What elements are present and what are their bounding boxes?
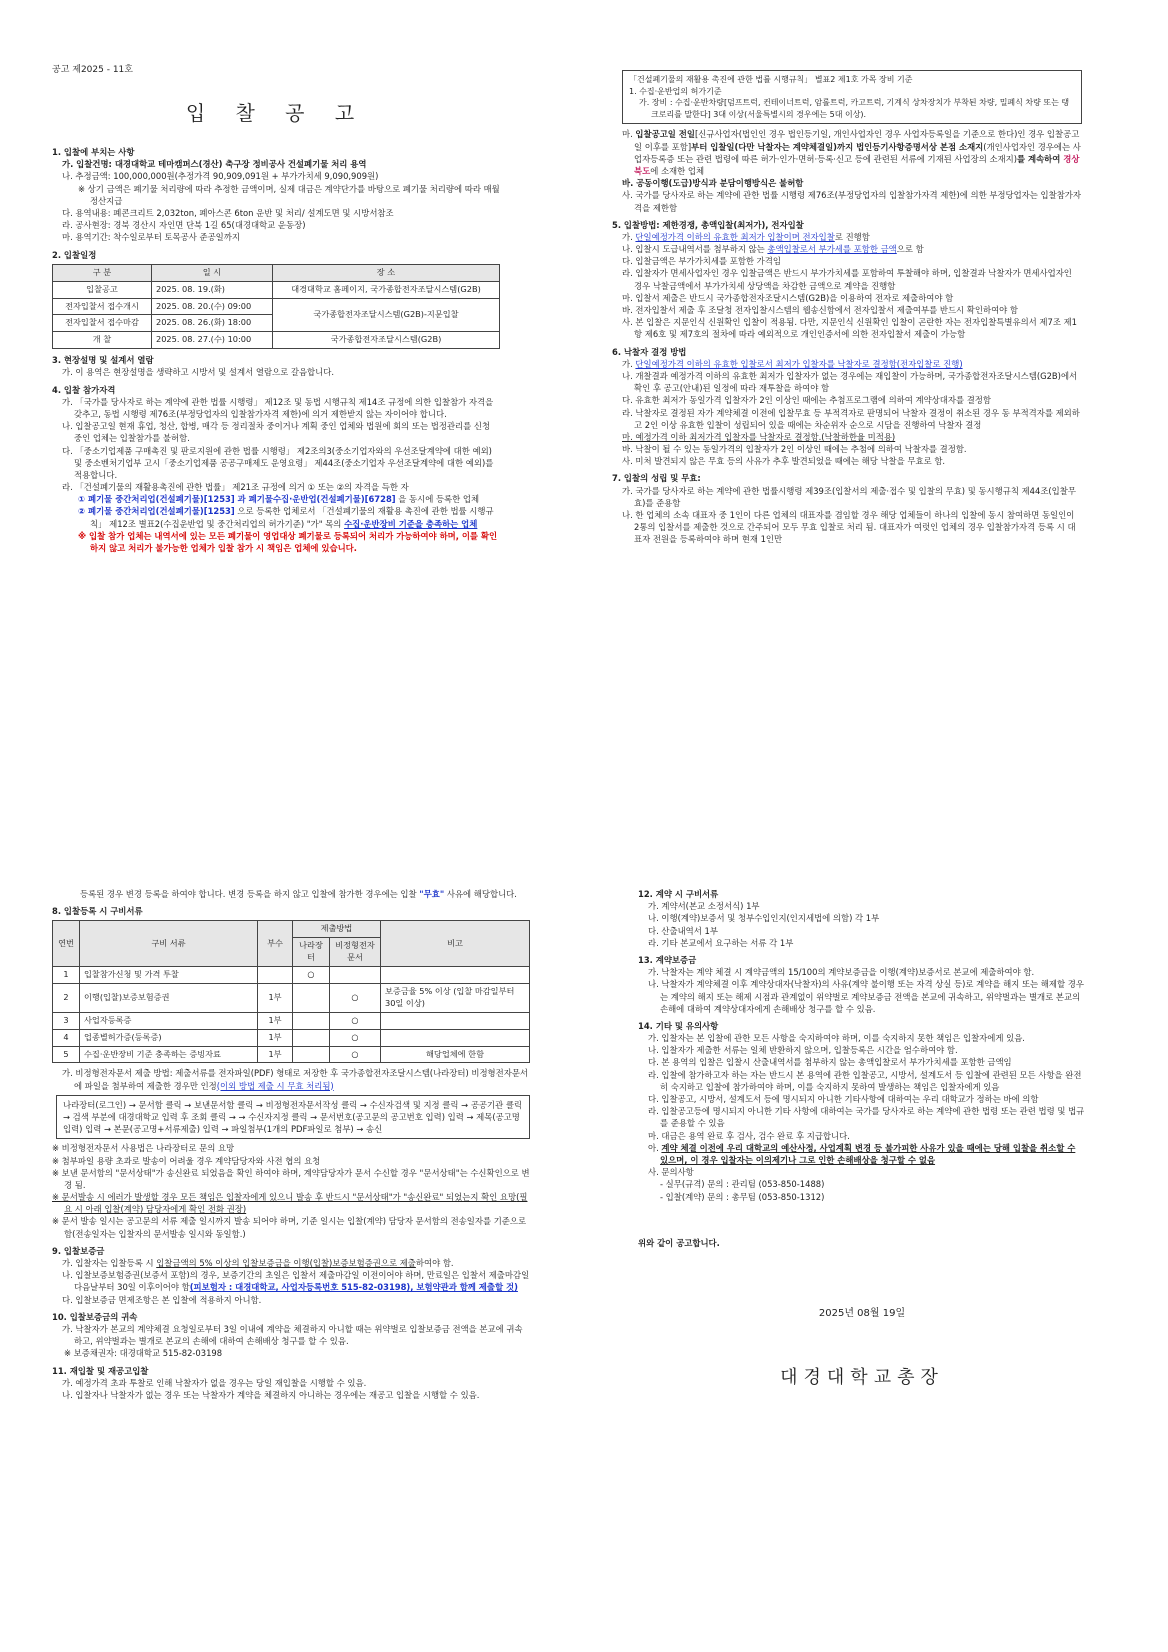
section11-heading: 11. 재입찰 및 재공고입찰 bbox=[52, 1365, 149, 1376]
docs-cell: 수집·운반장비 기준 충족하는 증빙자료 bbox=[80, 1046, 258, 1063]
section2-heading: 2. 입찰일정 bbox=[52, 249, 97, 260]
s6-a-label: 가. bbox=[622, 358, 636, 369]
docs-cell: ○ bbox=[293, 967, 330, 984]
s13-item-b: 나. 낙찰자가 계약체결 이후 계약상대자(낙찰자)의 사유(계약 불이행 또는 자격 상실 등)로 계약을 해지 또는 해제할 경우는 계약의 해지 또는 해제 시점과 관계없이 위약벌로 계약보증금 전액을 본교에 귀속하고, 위약벌과는 별개로 본교의 손해에 대하여 계약상대자에게 손해배상 청구를 할 수 있음. bbox=[648, 979, 1084, 1014]
docs-cell bbox=[293, 1046, 330, 1063]
s4-item-ma bbox=[622, 128, 1082, 177]
closing-statement: 위와 같이 공고합니다. bbox=[638, 1237, 720, 1248]
docs-cell bbox=[293, 983, 330, 1012]
schedule-cell: 2025. 08. 26.(화) 18:00 bbox=[152, 315, 273, 332]
s14-item-a: 가. 입찰자는 본 입찰에 관한 모든 사항을 숙지하여야 하며, 이를 숙지하지 못한 책임은 입찰자에게 있음. bbox=[648, 1033, 1025, 1044]
s4-ma-text3: 에 소재한 업체 bbox=[650, 165, 705, 176]
page2-right-column bbox=[612, 70, 1082, 546]
section9-heading: 9. 입찰보증금 bbox=[52, 1245, 105, 1256]
s4-warning: ※ 입찰 참가 업체는 내역서에 있는 모든 폐기물이 영업대상 폐기물로 등록되어 처리가 가능하여야 하며, 이를 확인하지 않고 처리가 불가능한 업체가 입찰 참가 시 책임은 업체에 있습니다. bbox=[78, 530, 498, 553]
schedule-cell: 국가종합전자조달시스템(G2B) bbox=[273, 332, 500, 349]
section14-heading: 14. 기타 및 유의사항 bbox=[638, 1020, 719, 1031]
s4-item-a: 가. 「국가를 당사자로 하는 계약에 관한 법률 시행령」 제12조 및 동법 시행규칙 제14조 규정에 의한 입찰참가 자격을 갖추고, 동법 시행령 제76조(부정당업자의 입찰참가자격 제한)에 의거 제한받지 않는 자이어야 합니다. bbox=[62, 396, 494, 419]
s4-ma-bold3: 를 계속하여 bbox=[1017, 153, 1064, 164]
docs-header-no: 연번 bbox=[53, 921, 80, 967]
contact-spec: - 실무(규격) 문의 : 관리팀 (053-850-1488) bbox=[660, 1179, 825, 1190]
s4-qual-2 bbox=[78, 505, 500, 529]
s4-qual-1-rest: 을 동시에 등록한 업체 bbox=[395, 494, 480, 505]
s12-item-a: 가. 계약서(본교 소정서식) 1부 bbox=[648, 901, 760, 912]
s6-a-emph: 단일예정가격 이하의 유효한 입찰로서 최저가 입찰자를 낙찰자로 결정함(전자입찰로 진행) bbox=[635, 358, 963, 369]
page1-left-column bbox=[52, 64, 500, 554]
contact-bid: - 입찰(계약) 문의 : 총무팀 (053-850-1312) bbox=[660, 1191, 825, 1202]
s9-a-label: 가. 입찰자는 입찰등록 시 bbox=[62, 1258, 157, 1269]
schedule-cell: 2025. 08. 19.(화) bbox=[152, 281, 273, 298]
box-line-2: 1. 수집·운반업의 허가기준 bbox=[629, 86, 722, 96]
s5-item-e: 마. 입찰서 제출은 반드시 국가종합전자조달시스템(G2B)을 이용하여 전자로 제출하여야 함 bbox=[622, 292, 954, 303]
s11-item-a: 가. 예정가격 초과 투찰로 인해 낙찰자가 없을 경우는 당일 재입찰을 시행할 수 있음. bbox=[62, 1377, 367, 1388]
s10-item-a: 가. 낙찰자가 본교의 계약체결 요청일로부터 3일 이내에 계약을 체결하지 아니할 때는 위약벌로 입찰보증금 전액을 본교에 귀속하고, 위약벌과는 별개로 본교의 손해에 대하여 손해배상 청구를 할 수 있음. bbox=[62, 1323, 523, 1347]
s5-b-emph: 총액입찰로서 부가세를 포함한 금액 bbox=[767, 244, 897, 255]
s14-item-c: 다. 본 용역의 입찰은 입찰시 산출내역서를 첨부하지 않는 총액입찰로서 부가가치세를 포함한 금액임 bbox=[648, 1057, 1012, 1068]
submission-steps: 나라장터(로그인) → 문서함 클릭 → 보낸문서함 클릭 → 비정형전자문서작성 클릭 → 수신자검색 및 지정 클릭 → 공공기관 클릭 → 검색 부분에 대경대학교 입력 후 조회 클릭 → → 수신자지정 클릭 → 문서번호(공고문의 공고번호 입력) 입력 → 제목(공고명 입력) 입력 → 본문(공고명+서류제출) 입력 → 파일첨부(1개의 PDF파일로 첨부) → 송신 bbox=[63, 1099, 523, 1135]
box-line-3: 가. 장비 : 수집·운반차량[덤프트럭, 컨테이너트럭, 암롤트럭, 카고트럭, 기계식 상차장치가 부착된 차량, 밀폐식 차량 또는 탱크로리를 말한다] 3대 이상(서울특별시의 경우에는 5대 이상). bbox=[639, 98, 1070, 119]
docs-cell: 3 bbox=[53, 1012, 80, 1029]
s7-continued bbox=[80, 888, 530, 900]
schedule-cell: 개 찰 bbox=[53, 332, 152, 349]
s4-item-ba: 바. 공동이행(도급)방식과 분담이행방식은 불허함 bbox=[622, 178, 804, 189]
s14-item-h bbox=[648, 1142, 1086, 1166]
s7-cont-rest: 사유에 해당합니다. bbox=[444, 889, 517, 899]
s5-item-c: 다. 입찰금액은 부가가치세를 포함한 가격임 bbox=[622, 256, 781, 267]
s5-b-label: 나. 입찰시 도급내역서를 첨부하지 않는 bbox=[622, 244, 768, 255]
s6-item-b: 나. 개찰결과 예정가격 이하의 유효한 최저가 입찰자가 없는 경우에는 재입찰이 가능하며, 국가종합전자조달시스템(G2B)에서 확인 후 공고(안내)된 일정에 따라 재투찰을 하여야 함 bbox=[622, 370, 1078, 394]
page3-left-column bbox=[52, 888, 530, 1401]
section4-heading: 4. 입찰 참가자격 bbox=[52, 384, 116, 395]
docs-cell: ○ bbox=[330, 983, 381, 1012]
s5-item-g: 사. 본 입찰은 지문인식 신원확인 입찰이 적용됨. 다만, 지문인식 신원확인 입찰이 곤란한 자는 전자입찰특별유의서 제7조 제1항 제6호 및 제7호의 절차에 따라 예외적으로 개인인증서에 의한 전자입찰서 제출이 가능함 bbox=[622, 317, 1077, 340]
signer-title: 대경대학교총장 bbox=[780, 1367, 944, 1389]
s8-a-text: 가. 비정형전자문서 제출 방법: 제출서류를 전자파일(PDF) 형태로 저장한 후 국가종합전자조달시스템(나라장터) 비정형전자문서에 파일을 첨부하여 제출한 경우만 인정 bbox=[62, 1068, 529, 1091]
s8-note-4 bbox=[52, 1191, 530, 1215]
s5-a-rest: 로 진행함 bbox=[834, 231, 870, 242]
s8-item-a bbox=[62, 1067, 530, 1091]
s14-item-g: 마. 대금은 용역 완료 후 검사, 검수 완료 후 지급합니다. bbox=[648, 1130, 850, 1141]
s9-a-emph: 입찰금액의 5% 이상의 입찰보증금을 이행(입찰)보증보험증권으로 제출 bbox=[156, 1258, 416, 1269]
docs-cell bbox=[293, 1029, 330, 1046]
docs-cell: 해당업체에 한함 bbox=[381, 1046, 530, 1063]
schedule-cell: 2025. 08. 20.(수) 09:00 bbox=[152, 298, 273, 315]
s9-item-b bbox=[62, 1269, 530, 1293]
docs-cell bbox=[381, 1029, 530, 1046]
s14-item-f: 라. 입찰공고등에 명시되지 아니한 기타 사항에 대하여는 국가를 당사자로 하는 계약에 관한 법령 또는 관련 법령 및 법규를 준용할 수 있음 bbox=[648, 1106, 1085, 1129]
s10-note: ※ 보증채권자: 대경대학교 515-82-03198 bbox=[64, 1348, 223, 1359]
section13-heading: 13. 계약보증금 bbox=[638, 954, 697, 965]
s14-item-i: 사. 문의사항 bbox=[648, 1167, 694, 1178]
s4-ma-label: 마. bbox=[622, 129, 636, 140]
s3-item-a: 가. 이 용역은 현장설명을 생략하고 시방서 및 설계서 열람으로 갈음합니다. bbox=[62, 367, 334, 378]
documents-table bbox=[52, 920, 530, 1063]
doc-number: 공고 제2025 - 11호 bbox=[52, 65, 133, 75]
section3-heading: 3. 현장설명 및 설계서 열람 bbox=[52, 355, 154, 366]
s9-b-emph: (피보험자 : 대경대학교, 사업자등록번호 515-82-03198), 보험약관과 함께 제출할 것) bbox=[189, 1282, 518, 1293]
s4-qual-1-strong: ① 폐기물 중간처리업(건설폐기물)[1253] 과 폐기물수집·운반업(건설폐기물)[6728] bbox=[78, 494, 396, 505]
s1-item-e: 마. 용역기간: 착수일로부터 토목공사 준공일까지 bbox=[62, 232, 240, 243]
section12-heading: 12. 계약 시 구비서류 bbox=[638, 889, 719, 899]
equipment-criteria-box bbox=[622, 70, 1082, 124]
s1-item-c: 다. 용역내용: 폐콘크리트 2,032ton, 폐아스콘 6ton 운반 및 처리/ 설계도면 및 시방서참조 bbox=[62, 207, 394, 218]
docs-cell: 2 bbox=[53, 983, 80, 1012]
docs-cell: ○ bbox=[330, 1029, 381, 1046]
s6-item-c: 다. 유효한 최저가 동일가격 입찰자가 2인 이상인 때에는 추첨프로그램에 의하여 계약상대자를 결정함 bbox=[622, 395, 991, 406]
s4-qual-2-criteria: 수집·운반장비 기준을 충족하는 업체 bbox=[344, 518, 478, 529]
docs-cell: 1부 bbox=[258, 1046, 293, 1063]
s14-item-d: 라. 입찰에 참가하고자 하는 자는 반드시 본 용역에 관한 입찰공고, 시방서, 설계도서 등 입찰에 관련된 모든 사항을 완전히 숙지하고 입찰에 참가하여야 하며, 이를 숙지하지 못하여 발생하는 책임은 입찰자에게 있음 bbox=[648, 1069, 1082, 1092]
s7-cont-text: 등록된 경우 변경 등록을 하여야 합니다. 변경 등록을 하지 않고 입찰에 참가한 경우에는 입찰 bbox=[80, 889, 420, 899]
s8-note-2: ※ 첨부파일 용량 초과로 발송이 어려울 경우 계약담당자와 사전 협의 요청 bbox=[52, 1155, 321, 1166]
schedule-cell: 대경대학교 홈페이지, 국가종합전자조달시스템(G2B) bbox=[273, 281, 500, 298]
s6-item-g: 사. 미처 발견되지 않은 무효 등의 사유가 추후 발견되었을 때에는 해당 낙찰을 무효로 함. bbox=[622, 456, 946, 467]
schedule-cell: 국가종합전자조달시스템(G2B)-지문입찰 bbox=[273, 298, 500, 332]
s5-item-a bbox=[622, 231, 1082, 243]
s14-item-b: 나. 입찰자가 제출한 서류는 일체 반환하지 않으며, 입찰등록은 시간을 엄수하여야 함. bbox=[648, 1045, 958, 1056]
docs-header-g2b: 나라장터 bbox=[293, 938, 330, 967]
docs-cell bbox=[330, 967, 381, 984]
submission-steps-box bbox=[56, 1095, 530, 1140]
schedule-header: 장 소 bbox=[273, 264, 500, 281]
s5-b-rest: 으로 함 bbox=[896, 244, 924, 255]
s6-item-e: 마. 예정가격 이하 최저가격 입찰자를 낙찰자로 결정함.(낙찰하한율 미적용) bbox=[622, 431, 896, 442]
s8-a-emph: (이외 방법 제출 시 무효 처리됨) bbox=[216, 1080, 334, 1091]
s4-ma-text1: [신규사업자(법인인 경우 법인등기일, 개인사업자인 경우 사업자등록일을 기준으로 한다)인 경우 입찰공고일 이후를 포함] bbox=[634, 129, 1080, 152]
schedule-cell: 전자입찰서 접수개시 bbox=[53, 298, 152, 315]
s4-qual-1 bbox=[78, 493, 500, 505]
section10-heading: 10. 입찰보증금의 귀속 bbox=[52, 1311, 138, 1322]
docs-cell: 1 bbox=[53, 967, 80, 984]
docs-header-method: 제출방법 bbox=[293, 921, 381, 938]
s1-item-a: 가. 입찰건명: 대경대학교 테마캠퍼스(경산) 축구장 정비공사 건설폐기물 처리 용역 bbox=[62, 159, 367, 170]
box-line-1: 「건설폐기물의 재활용 촉진에 관한 법률 시행규칙」 별표2 제1호 가목 장비 기준 bbox=[629, 75, 913, 84]
s14-item-e: 다. 입찰공고, 시방서, 설계도서 등에 명시되지 아니한 기타사항에 대하여는 우리 대학교가 정하는 바에 의함 bbox=[648, 1094, 1039, 1104]
s8-n4-text: ※ 문서발송 시 에러가 발생할 경우 모든 책임은 입찰자에게 있으니 발송 후 반드시 "문서상태"가 "송신완료" 되었는지 확인 요망 bbox=[52, 1192, 517, 1203]
s4-item-b: 나. 입찰공고일 현재 휴업, 청산, 합병, 매각 등 정리절차 중이거나 계획 중인 업체와 법원에 회의 또는 법정관리를 신청 중인 업체는 입찰참가를 불허함. bbox=[62, 421, 491, 444]
s4-item-c: 다. 「중소기업제품 구매촉진 및 판로지원에 관한 법률 시행령」 제2조의3(중소기업자와의 우선조달계약에 대한 예외) 및 중소벤처기업부 고시「중소기업제품 공공구매제도 운영요령」 제44조(중소기업자 우선조달계약에 대한 예외)를 적용합니다. bbox=[62, 445, 494, 480]
docs-cell: ○ bbox=[330, 1046, 381, 1063]
docs-cell: 4 bbox=[53, 1029, 80, 1046]
s11-item-b: 나. 입찰자나 낙찰자가 없는 경우 또는 낙찰자가 계약을 체결하지 아니하는 경우에는 재공고 입찰을 시행할 수 있음. bbox=[62, 1389, 480, 1400]
s14-h-label: 아. bbox=[648, 1142, 662, 1153]
section5-heading: 5. 입찰방법: 제한경쟁, 총액입찰(최저가), 전자입찰 bbox=[612, 219, 804, 230]
s14-h-emph: 계약 체결 이전에 우리 대학교의 예산사정, 사업계획 변경 등 불가피한 사유가 있을 때에는 당해 입찰을 취소할 수 있으며, 이 경우 입찰자는 이의제기나 그로 인한 손해배상을 청구할 수 없음 bbox=[660, 1142, 1076, 1165]
s5-a-emph: 단일예정가격 이하의 유효한 최저가 입찰이며 전자입찰 bbox=[635, 231, 835, 242]
s9-a-rest: 하여야 함. bbox=[415, 1258, 454, 1269]
schedule-cell: 2025. 08. 27.(수) 10:00 bbox=[152, 332, 273, 349]
docs-cell bbox=[258, 967, 293, 984]
s1-item-d: 라. 공사현장: 경북 경산시 자인면 단북 1길 65(대경대학교 운동장) bbox=[62, 220, 306, 231]
s8-note-5: ※ 문서 발송 일시는 공고문의 서류 제출 일시까지 발송 되어야 하며, 기준 일시는 입찰(계약) 담당자 문서함의 전송일자를 기준으로 함(전송일자는 입찰자의 문서발송 일시와 동일함.) bbox=[52, 1216, 527, 1239]
page4-right-column bbox=[638, 888, 1086, 1391]
s4-item-sa: 사. 국가를 당사자로 하는 계약에 관한 법률 시행령 제76조(부정당업자의 입찰참가자격 제한)에 의한 부정당업자는 입찰참가자격을 제한함 bbox=[622, 190, 1081, 213]
s6-item-a bbox=[622, 358, 1082, 370]
docs-cell: 이행(입찰)보증보험증권 bbox=[80, 983, 258, 1012]
s9-b-text: 나. 입찰보증보험증권(보증서 포함)의 경우, 보증기간의 초일은 입찰서 제출마감일 이전이어야 하며, 만료일은 입찰서 제출마감일 다음날부터 30일 이후이어야 함 bbox=[62, 1270, 530, 1293]
s12-item-d: 라. 기타 본교에서 요구하는 서류 각 1부 bbox=[648, 937, 794, 948]
s4-ma-bold2: 부터 입찰일(다만 낙찰자는 계약체결일)까지 법인등기사항증명서상 본점 소재지 bbox=[691, 141, 984, 152]
section1-heading: 1. 입찰에 부치는 사항 bbox=[52, 147, 135, 158]
s9-item-c: 다. 입찰보증금 면제조항은 본 입찰에 적용하지 아니함. bbox=[62, 1294, 262, 1305]
s6-item-f: 바. 낙찰이 될 수 있는 동일가격의 입찰자가 2인 이상인 때에는 추첨에 의하여 낙찰자를 결정함. bbox=[622, 444, 967, 455]
docs-cell: 업종별허가증(등록증) bbox=[80, 1029, 258, 1046]
s13-item-a: 가. 낙찰자는 계약 체결 시 계약금액의 15/100의 계약보증금을 이행(계약)보증서로 본교에 제출하여야 함. bbox=[648, 967, 1035, 978]
s12-item-c: 다. 산출내역서 1부 bbox=[648, 925, 718, 936]
docs-header-edoc: 비정형전자문서 bbox=[330, 938, 381, 967]
section7-heading: 7. 입찰의 성립 및 무효: bbox=[612, 473, 701, 484]
notice-date: 2025년 08월 19일 bbox=[818, 1307, 906, 1319]
docs-cell: 1부 bbox=[258, 1012, 293, 1029]
s6-item-d: 라. 낙찰자로 결정된 자가 계약체결 이전에 입찰무효 등 부적격자로 판명되어 낙찰자 결정이 취소된 경우 동 부적격자를 제외하고 2인 이상 유효한 입찰이 성립되어 있을 때에는 차순위자 순으로 시담을 진행하여 낙찰자 결정 bbox=[622, 407, 1080, 430]
schedule-cell: 전자입찰서 접수마감 bbox=[53, 315, 152, 332]
schedule-header: 일 시 bbox=[152, 264, 273, 281]
s12-item-b: 나. 이행(계약)보증서 및 청부수입인지(인지세법에 의함) 각 1부 bbox=[648, 913, 880, 924]
docs-cell: 입찰참가신청 및 가격 투찰 bbox=[80, 967, 258, 984]
page-title: 입 찰 공 고 bbox=[185, 101, 367, 126]
s4-qual-2-rest: 으로 등록한 업체로서 「건설폐기물의 재활용 촉진에 관한 법률 시행규칙」 제12조 별표2(수집운반업 및 중간처리업의 허가기준) "가" 목의 bbox=[90, 506, 494, 529]
docs-cell bbox=[381, 1012, 530, 1029]
docs-cell: 1부 bbox=[258, 1029, 293, 1046]
s4-ma-region: 경상북도 bbox=[634, 153, 1080, 176]
docs-cell: ○ bbox=[330, 1012, 381, 1029]
s5-item-b bbox=[622, 243, 1082, 255]
s7-item-b: 나. 한 업체의 소속 대표자 중 1인이 다른 업체의 대표자를 겸임할 경우 해당 업체들이 하나의 입찰에 동시 참여하면 동일인이 2통의 입찰서를 제출한 것으로 간주되어 모두 무효 입찰로 처리 됨. 대표자가 여럿인 업체의 경우 입찰참가자격 등록 시 대표자 전원을 등록하여야 하며 현재 1인만 bbox=[622, 510, 1076, 545]
s8-n4-hint: (필요 시 아래 입찰(계약) 담당자에게 확인 전화 권장) bbox=[64, 1192, 528, 1215]
s5-a-label: 가. bbox=[622, 231, 636, 242]
docs-header-doc: 구비 서류 bbox=[80, 921, 258, 967]
s8-note-1: ※ 비정형전자문서 사용법은 나라장터로 문의 요망 bbox=[52, 1143, 235, 1154]
docs-cell: 1부 bbox=[258, 983, 293, 1012]
s1-note: ※ 상기 금액은 폐기물 처리량에 따라 추정한 금액이며, 실제 대금은 계약단가를 바탕으로 폐기물 처리량에 따라 매월 정산지급 bbox=[78, 183, 500, 206]
docs-cell: 보증금율 5% 이상 (입찰 마감일부터 30일 이상) bbox=[381, 983, 530, 1012]
docs-cell bbox=[293, 1012, 330, 1029]
s1-item-b: 나. 추정금액: 100,000,000원(추정가격 90,909,091원 + 부가가치세 9,090,909원) bbox=[62, 171, 379, 182]
schedule-table bbox=[52, 264, 500, 349]
s4-ma-text2: (개인사업자인 경우에는 사업자등록증 또는 관련 법령에 따른 허가·인가·면허·등록·신고 등에 관련된 서류에 기재된 사업장의 소재지) bbox=[634, 141, 1081, 164]
docs-header-remark: 비고 bbox=[381, 921, 530, 967]
schedule-cell: 입찰공고 bbox=[53, 281, 152, 298]
s4-qual-2-strong: ② 폐기물 중간처리업(건설폐기물)[1253] bbox=[78, 506, 235, 517]
s7-item-a: 가. 국가를 당사자로 하는 계약에 관한 법률시행령 제39조(입찰서의 제출·접수 및 입찰의 무효) 및 동시행규칙 제44조(입찰무효)를 준용함 bbox=[622, 485, 1076, 508]
s5-item-f: 바. 전자입찰서 제출 후 조달청 전자입찰시스템의 웹송신함에서 전자입찰서 제출여부를 반드시 확인하여야 함 bbox=[622, 305, 1019, 315]
docs-cell: 사업자등록증 bbox=[80, 1012, 258, 1029]
s5-item-d: 라. 입찰자가 면세사업자인 경우 입찰금액은 반드시 부가가치세를 포함하여 투찰해야 하며, 입찰결과 낙찰자가 면세사업자인 경우 낙찰금액에서 부가가치세 상당액을 차감한 금액으로 계약을 진행함 bbox=[622, 268, 1072, 291]
schedule-header: 구 분 bbox=[53, 264, 152, 281]
s4-ma-bold1: 입찰공고일 전일 bbox=[635, 129, 695, 140]
docs-cell bbox=[381, 967, 530, 984]
s7-cont-invalid: "무효" bbox=[419, 889, 445, 899]
s8-note-3: ※ 보낸 문서함의 "문서상태"가 송신완료 되었음을 확인 하여야 하며, 계약담당자가 문서 수신할 경우 "문서상태"는 수신확인으로 변경 됨. bbox=[52, 1167, 530, 1190]
docs-cell: 5 bbox=[53, 1046, 80, 1063]
s9-item-a bbox=[62, 1257, 530, 1269]
section8-heading: 8. 입찰등록 시 구비서류 bbox=[52, 906, 143, 917]
docs-header-copies: 부수 bbox=[258, 921, 293, 967]
s4-item-d: 라. 「건설폐기물의 재활용촉진에 관한 법률」 제21조 규정에 의거 ① 또는 ②의 자격을 득한 자 bbox=[62, 482, 409, 493]
section6-heading: 6. 낙찰자 결정 방법 bbox=[612, 346, 687, 357]
